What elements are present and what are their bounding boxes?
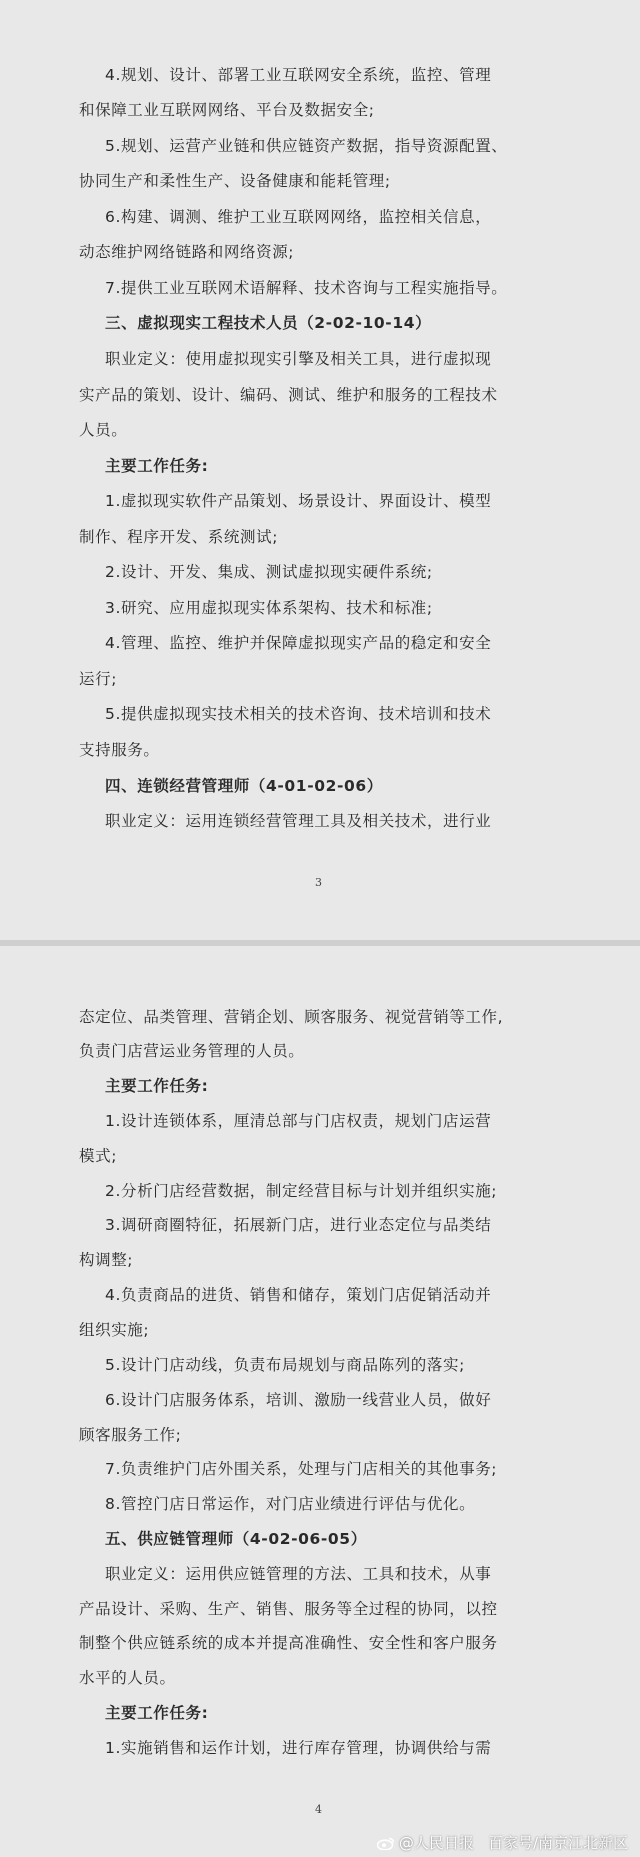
text-line: 动态维护网络链路和网络资源; — [79, 243, 295, 261]
text-line: 5.规划、运营产业链和供应链资产数据，指导资源配置、 — [105, 137, 508, 155]
page-number: 4 — [315, 1803, 322, 1816]
subheading: 主要工作任务: — [105, 1704, 209, 1722]
section-heading: 三、虚拟现实工程技术人员（2-02-10-14） — [105, 314, 432, 332]
watermark-source: @人民日报 — [398, 1834, 474, 1852]
text-line: 态定位、品类管理、营销企划、顾客服务、视觉营销等工作, — [79, 1008, 504, 1026]
text-line: 3.调研商圈特征，拓展新门店，进行业态定位与品类结 — [105, 1216, 492, 1234]
text-line: 2.设计、开发、集成、测试虚拟现实硬件系统; — [105, 563, 433, 581]
text-line: 运行; — [79, 670, 118, 688]
subheading: 主要工作任务: — [105, 1077, 209, 1095]
text-line: 1.虚拟现实软件产品策划、场景设计、界面设计、模型 — [105, 492, 492, 510]
text-line: 顾客服务工作; — [79, 1426, 182, 1444]
weibo-watermark — [377, 1832, 474, 1853]
text-line: 1.实施销售和运作计划，进行库存管理，协调供给与需 — [105, 1739, 492, 1757]
text-line: 负责门店营运业务管理的人员。 — [79, 1042, 305, 1060]
text-line: 4.规划、设计、部署工业互联网安全系统，监控、管理 — [105, 66, 492, 84]
text-line: 构调整; — [79, 1251, 134, 1269]
text-line: 7.负责维护门店外围关系，处理与门店相关的其他事务; — [105, 1460, 498, 1478]
watermark-attribution: 百家号/南京江北新区 — [487, 1834, 628, 1852]
text-line: 1.设计连锁体系，厘清总部与门店权责，规划门店运营 — [105, 1112, 492, 1130]
text-line: 支持服务。 — [79, 741, 160, 759]
text-line: 5.提供虚拟现实技术相关的技术咨询、技术培训和技术 — [105, 705, 492, 723]
text-line: 6.构建、调测、维护工业互联网网络，监控相关信息， — [105, 208, 492, 226]
text-line: 组织实施; — [79, 1321, 150, 1339]
section-heading: 五、供应链管理师（4-02-06-05） — [105, 1530, 367, 1548]
text-line: 产品设计、采购、生产、销售、服务等全过程的协同，以控 — [79, 1600, 498, 1618]
text-line: 水平的人员。 — [79, 1669, 176, 1687]
document-page-4 — [0, 946, 640, 1857]
text-line: 职业定义：使用虚拟现实引擎及相关工具，进行虚拟现 — [105, 350, 492, 368]
text-line: 8.管控门店日常运作，对门店业绩进行评估与优化。 — [105, 1495, 476, 1513]
text-line: 制作、程序开发、系统测试; — [79, 528, 279, 546]
weibo-logo-icon — [377, 1836, 395, 1849]
watermark — [377, 1832, 628, 1853]
text-line: 制整个供应链系统的成本并提高准确性、安全性和客户服务 — [79, 1634, 498, 1652]
text-line: 实产品的策划、设计、编码、测试、维护和服务的工程技术 — [79, 386, 498, 404]
text-line: 职业定义：运用供应链管理的方法、工具和技术，从事 — [105, 1565, 492, 1583]
section-heading: 四、连锁经营管理师（4-01-02-06） — [105, 777, 383, 795]
text-line: 6.设计门店服务体系，培训、激励一线营业人员，做好 — [105, 1391, 492, 1409]
text-line: 人员。 — [79, 421, 128, 439]
text-line: 协同生产和柔性生产、设备健康和能耗管理; — [79, 172, 391, 190]
text-line: 5.设计门店动线，负责布局规划与商品陈列的落实; — [105, 1356, 465, 1374]
text-line: 3.研究、应用虚拟现实体系架构、技术和标准; — [105, 599, 433, 617]
text-line: 模式; — [79, 1147, 118, 1165]
text-line: 4.负责商品的进货、销售和储存，策划门店促销活动并 — [105, 1286, 492, 1304]
subheading: 主要工作任务: — [105, 457, 209, 475]
text-line: 7.提供工业互联网术语解释、技术咨询与工程实施指导。 — [105, 279, 508, 297]
text-line: 职业定义：运用连锁经营管理工具及相关技术，进行业 — [105, 812, 492, 830]
text-line: 4.管理、监控、维护并保障虚拟现实产品的稳定和安全 — [105, 634, 492, 652]
text-line: 和保障工业互联网网络、平台及数据安全; — [79, 101, 375, 119]
text-line: 2.分析门店经营数据，制定经营目标与计划并组织实施; — [105, 1182, 498, 1200]
page-number: 3 — [315, 876, 322, 889]
